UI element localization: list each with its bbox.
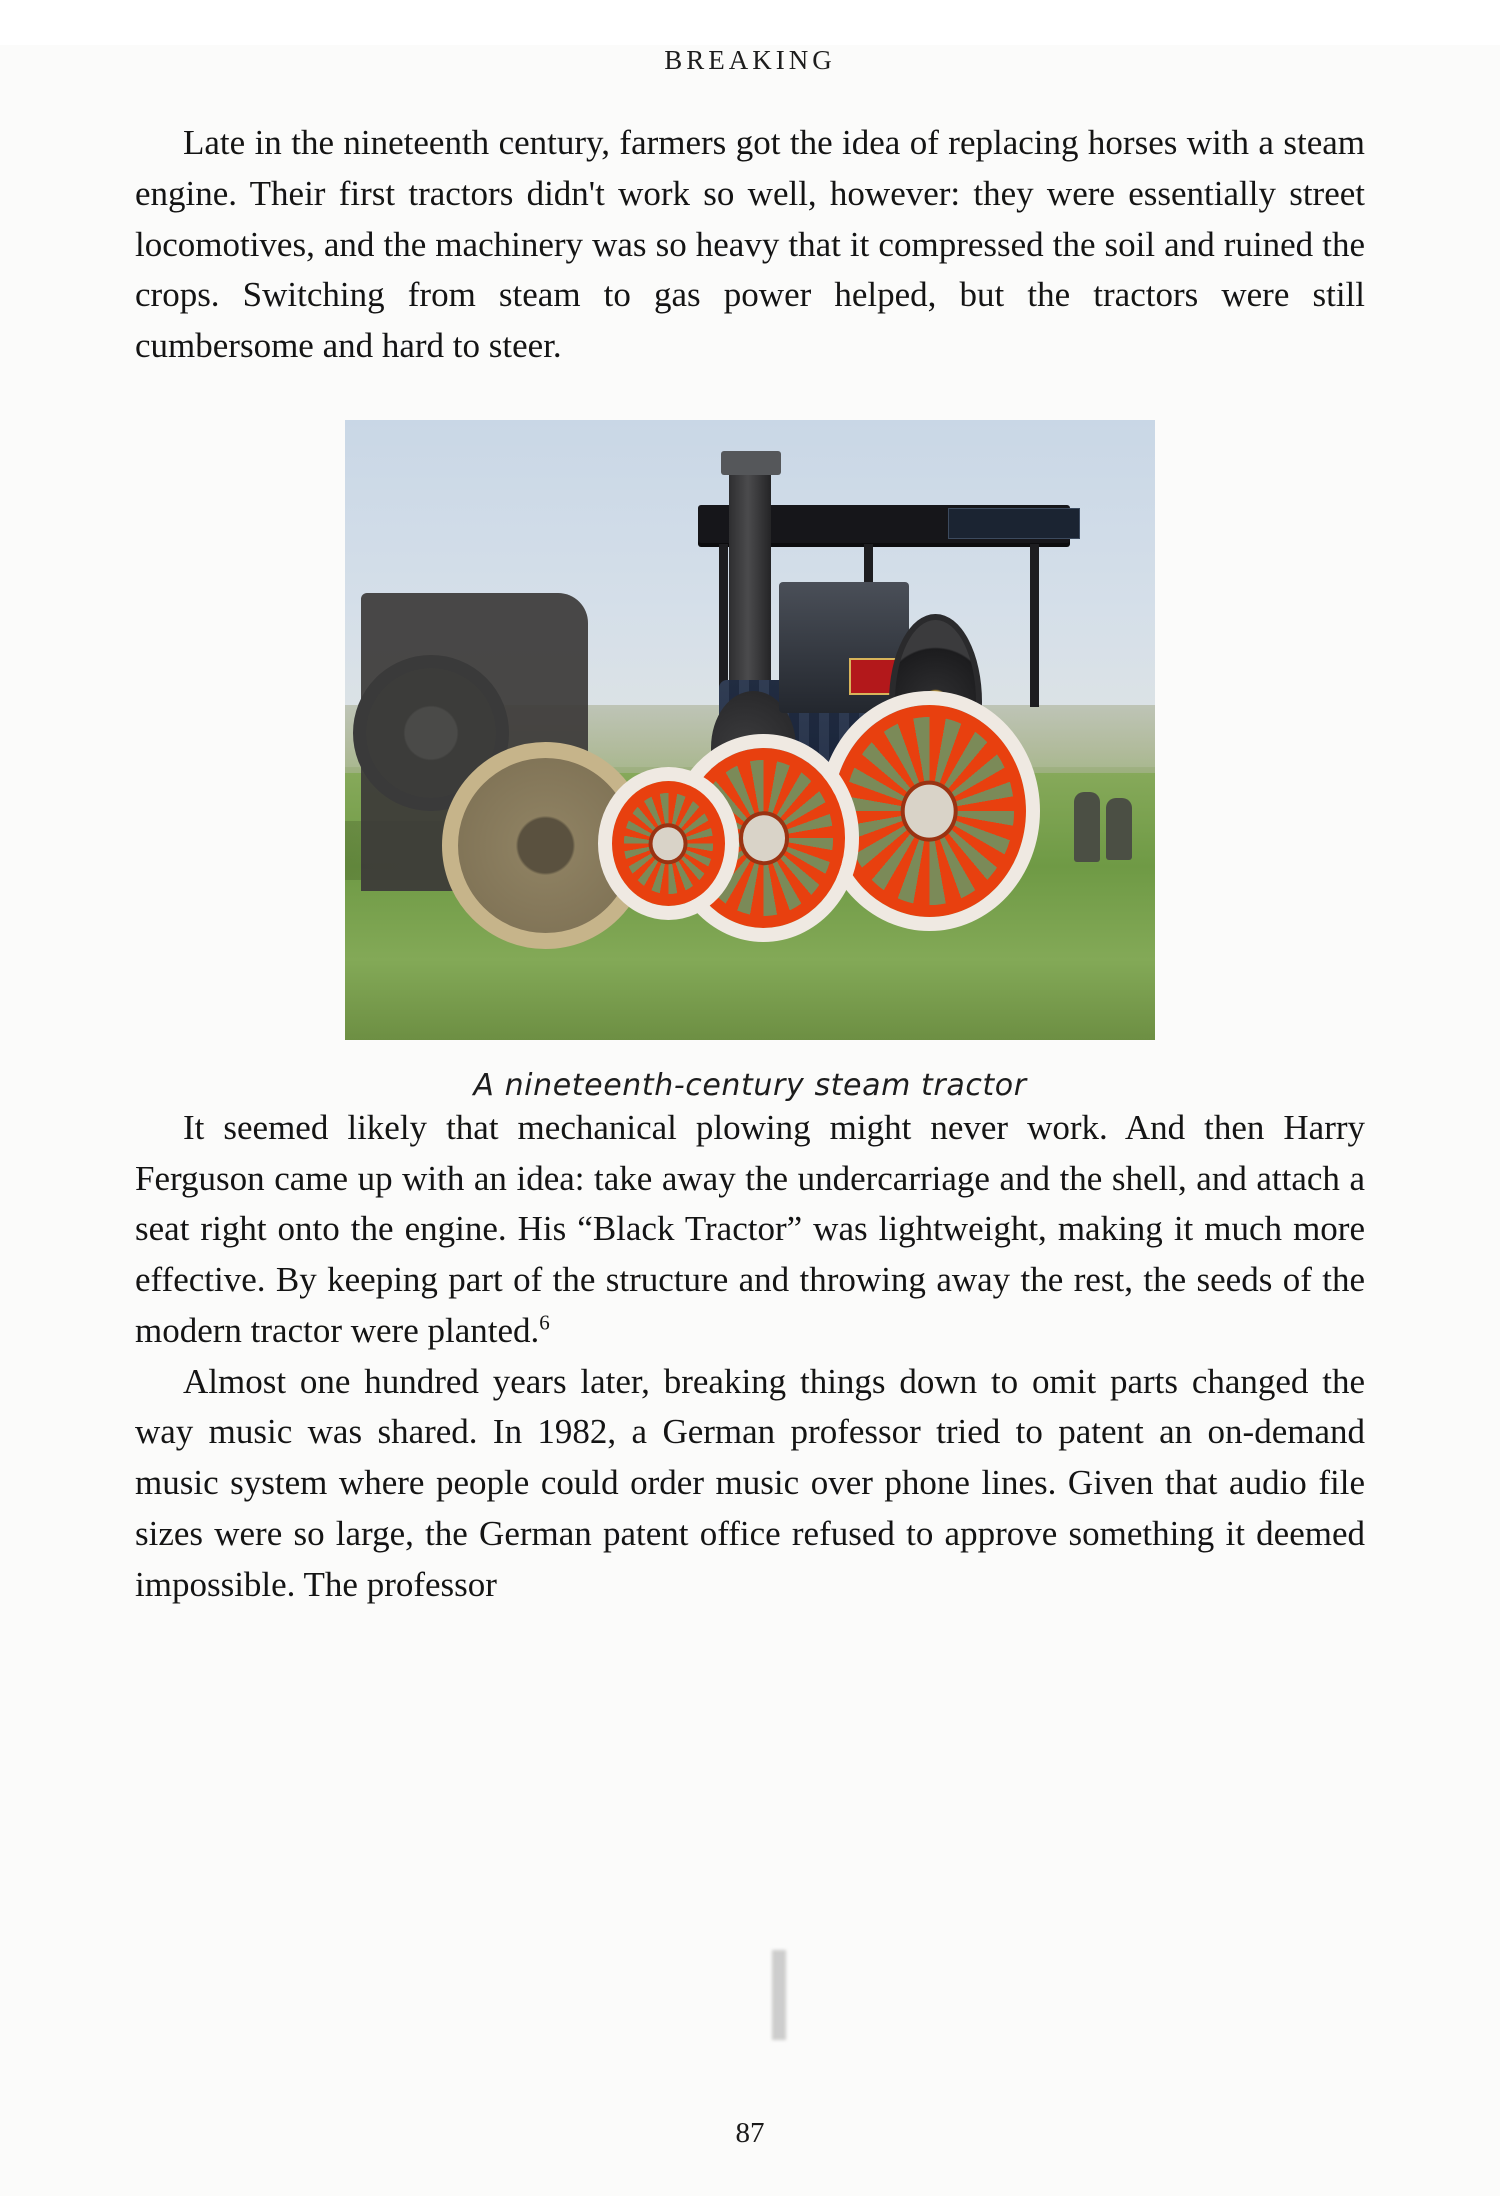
wheel-hub bbox=[901, 780, 958, 841]
canopy-sign bbox=[948, 508, 1081, 539]
chimney-cap bbox=[721, 451, 781, 476]
figure-caption: A nineteenth-century steam tractor bbox=[473, 1067, 1027, 1103]
paragraph-3: Almost one hundred years later, breaking things down to omit parts changed the way music was shared. In 1982, a German professor tried to patent an on-demand music system where people could order music over phone lines. Given that audio file sizes were so large, the German patent office refused to approve something it deemed impossible. The professor bbox=[135, 1361, 1365, 1604]
footnote-marker: 6 bbox=[539, 1310, 550, 1335]
figure bbox=[345, 420, 1155, 1103]
running-head: BREAKING bbox=[664, 45, 836, 75]
steam-tractor bbox=[588, 451, 1090, 997]
scan-smudge bbox=[772, 1950, 786, 2040]
canopy-post bbox=[1030, 544, 1039, 708]
background-person bbox=[1106, 798, 1132, 860]
paragraph-2 bbox=[135, 1103, 1365, 1357]
tractor-chimney bbox=[729, 451, 772, 702]
page-content bbox=[135, 76, 1365, 1610]
wheel-hub bbox=[649, 823, 688, 865]
paragraph-2-text: It seemed likely that mechanical plowing might never work. And then Harry Ferguson came up with an idea: take away the undercarriage and the shell, and attach a seat right onto the engine. His “Black Tractor” was lightweight, making it much more effective. By keeping part of the structure and throwing away the rest, the seeds of the modern tractor were planted. bbox=[135, 1107, 1365, 1350]
book-page bbox=[0, 45, 1500, 2196]
tractor-front-wheel bbox=[598, 767, 739, 920]
wheel-hub bbox=[739, 811, 789, 865]
steam-tractor-photo bbox=[345, 420, 1155, 1040]
paragraph-1: Late in the nineteenth century, farmers got the idea of replacing horses with a steam engine. Their first tractors didn't work so well, however: they were essentially street locomotives, and the machinery was so heavy that it compressed the soil and ruined the crops. Switching from steam to gas power helped, but the tractors were still cumbersome and hard to steer. bbox=[135, 123, 1365, 365]
page-number: 87 bbox=[735, 2117, 765, 2149]
